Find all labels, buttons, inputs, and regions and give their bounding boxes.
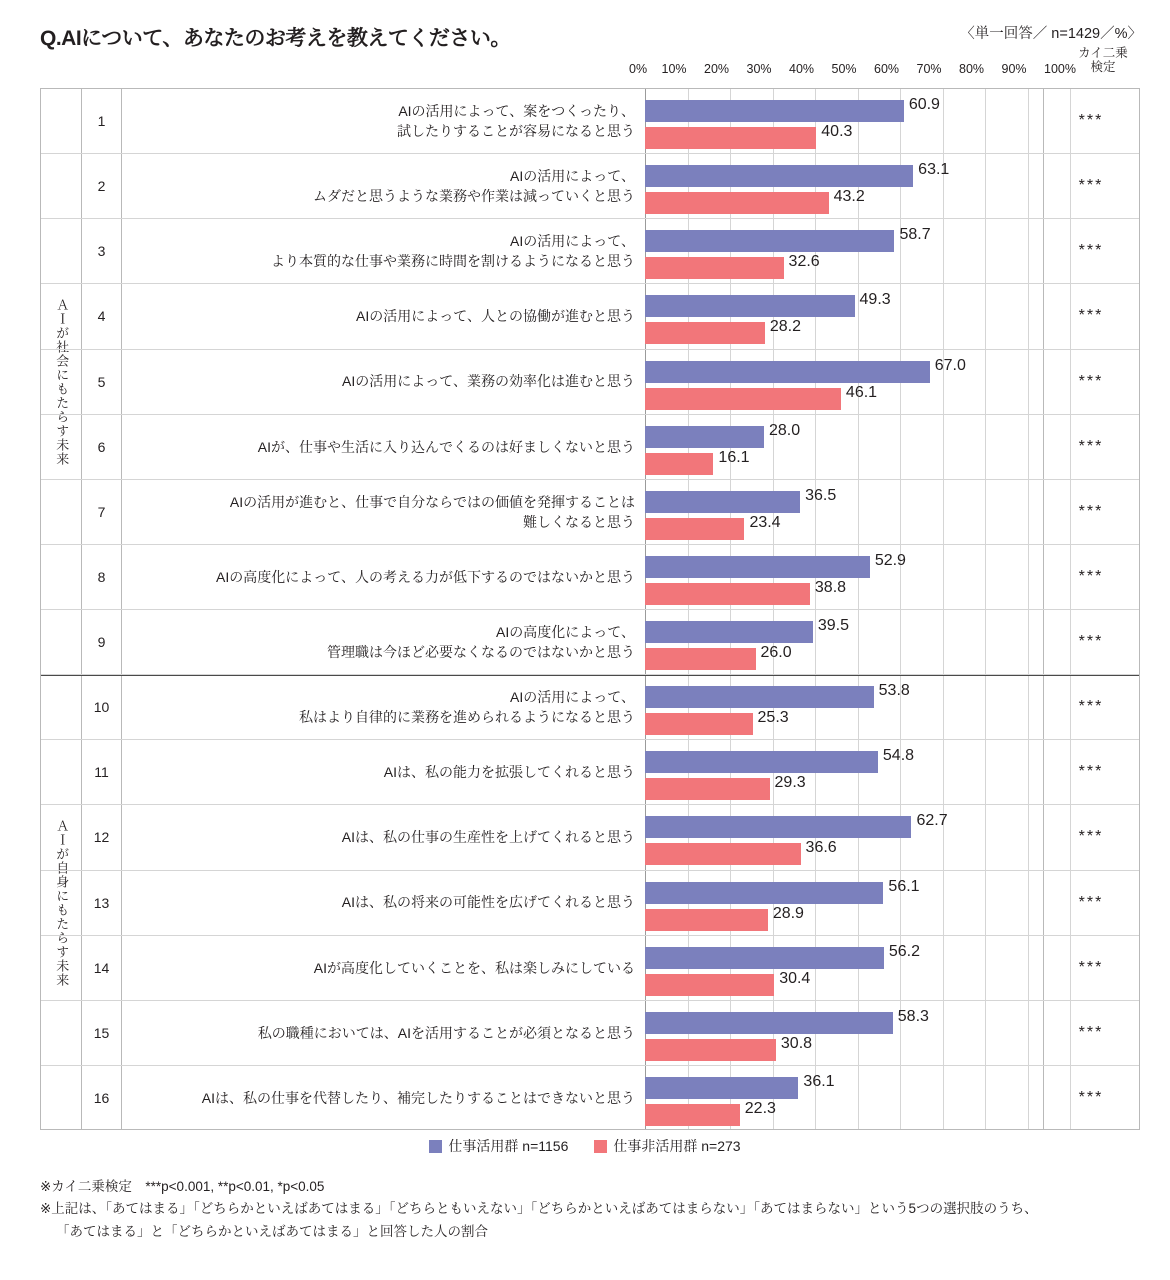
- bar-series-0: [645, 491, 800, 513]
- legend-item-0: [429, 1136, 568, 1156]
- bar-value-series-1: 28.9: [772, 904, 804, 922]
- x-tick-3: 30%: [746, 62, 772, 76]
- significance-marker: ***: [1078, 958, 1104, 976]
- bar-value-series-1: 46.1: [845, 383, 878, 401]
- bar-value-series-1: 28.2: [769, 318, 801, 336]
- group-label-text-0: ＡＩが社会にもたらす未来: [54, 298, 70, 467]
- row-statement: 私の職種においては、AIを活用することが必須となると思う: [257, 1024, 635, 1041]
- bar-series-1: [645, 127, 816, 149]
- bar-series-0: [645, 426, 764, 448]
- x-tick-10: 100%: [1044, 62, 1076, 76]
- row-statement: AIの活用によって、 ムダだと思うような業務や作業は減っていくと思う: [313, 167, 635, 205]
- row-statement: AIの活用が進むと、仕事で自分ならではの価値を発揮することは 難しくなると思う: [229, 493, 635, 530]
- bar-value-series-0: 53.8: [878, 682, 910, 700]
- significance-marker: ***: [1078, 242, 1104, 260]
- legend-item-1: [594, 1136, 740, 1156]
- row-statement: AIが、仕事や生活に入り込んでくるのは好ましくないと思う: [257, 438, 635, 455]
- bar-value-series-0: 67.0: [934, 356, 966, 374]
- row-statement: AIの高度化によって、人の考える力が低下するのではないかと思う: [216, 568, 635, 585]
- footnote-scale-line1: ※上記は、「あてはまる」「どちらかといえばあてはまる」「どちらともいえない」「どちらかといえばあてはまらない」「あてはまらない」という5つの選択肢のうち、: [40, 1201, 1038, 1217]
- x-tick-2: 20%: [704, 62, 730, 76]
- table-row: [41, 871, 1139, 936]
- x-tick-8: 80%: [959, 62, 985, 76]
- legend-label-0: 仕事活用群 n=1156: [448, 1138, 569, 1154]
- row-number: 4: [97, 308, 106, 325]
- table-row: [41, 610, 1139, 675]
- bar-value-series-1: 32.6: [788, 253, 820, 271]
- row-number: 7: [97, 503, 106, 520]
- row-statement: AIの活用によって、人との協働が進むと思う: [356, 308, 635, 325]
- row-number: 6: [97, 438, 106, 455]
- bar-series-0: [645, 100, 904, 122]
- chi-square-header-line1: カイ二乗: [1078, 46, 1128, 60]
- bar-series-0: [645, 295, 855, 317]
- row-statement: AIの活用によって、 私はより自律的に業務を進められるようになると思う: [299, 688, 635, 726]
- chart-legend: [0, 1136, 1170, 1156]
- row-number: 13: [93, 894, 110, 911]
- significance-marker: ***: [1078, 437, 1104, 455]
- x-tick-5: 50%: [831, 62, 857, 76]
- bar-series-0: [645, 361, 930, 383]
- bar-series-0: [645, 686, 874, 708]
- bar-series-0: [645, 556, 870, 578]
- footnote-scale-line2: 「あてはまる」と「どちらかといえばあてはまる」と回答した人の割合: [56, 1223, 488, 1239]
- bar-series-1: [645, 583, 810, 605]
- bar-series-0: [645, 165, 913, 187]
- bar-value-series-1: 40.3: [821, 123, 853, 140]
- bar-series-1: [645, 778, 770, 800]
- bar-value-series-0: 49.3: [859, 291, 891, 309]
- bar-value-series-0: 36.5: [805, 486, 837, 504]
- table-row: [41, 350, 1139, 415]
- significance-marker: ***: [1078, 828, 1104, 846]
- bar-series-1: [645, 843, 801, 865]
- bar-value-series-0: 62.7: [916, 812, 948, 830]
- row-number: 8: [97, 568, 106, 585]
- significance-marker: ***: [1078, 502, 1104, 520]
- bar-value-series-1: 16.1: [718, 448, 750, 466]
- row-statement: AIの活用によって、案をつくったり、 試したりすることが容易になると思う: [397, 102, 635, 140]
- bar-value-series-0: 52.9: [874, 551, 906, 569]
- bar-series-1: [645, 518, 744, 540]
- bar-value-series-1: 25.3: [757, 709, 789, 727]
- table-row: [41, 545, 1139, 610]
- significance-marker: ***: [1078, 1089, 1104, 1107]
- significance-marker: ***: [1078, 112, 1104, 130]
- x-tick-6: 60%: [874, 62, 900, 76]
- chi-square-header-line2: 検定: [1090, 60, 1116, 75]
- row-statement: AIは、私の将来の可能性を広げてくれると思う: [341, 894, 635, 911]
- significance-marker: ***: [1078, 372, 1104, 390]
- x-axis-tick-labels: [629, 62, 1076, 80]
- bar-value-series-0: 63.1: [918, 161, 950, 179]
- bar-series-1: [645, 1039, 776, 1061]
- legend-label-1: 仕事非活用群 n=273: [613, 1138, 741, 1154]
- bar-value-series-0: 58.3: [897, 1007, 929, 1025]
- row-statement: AIは、私の仕事の生産性を上げてくれると思う: [341, 829, 635, 846]
- row-number: 9: [97, 634, 106, 651]
- bar-value-series-0: 28.0: [769, 421, 801, 439]
- table-row: [41, 805, 1139, 870]
- row-number: 16: [93, 1090, 110, 1107]
- row-number: 1: [97, 113, 106, 130]
- footnotes: [40, 1176, 1038, 1243]
- x-tick-7: 70%: [916, 62, 942, 76]
- group-label-text-1: ＡＩが自身にもたらす未来: [54, 819, 70, 988]
- row-number: 2: [97, 178, 106, 195]
- x-tick-9: 90%: [1001, 62, 1027, 76]
- bar-value-series-0: 39.5: [817, 617, 850, 634]
- row-number: 12: [93, 829, 110, 846]
- legend-swatch-0: [429, 1140, 442, 1153]
- x-tick-1: 10%: [661, 62, 687, 76]
- bar-series-0: [645, 1077, 798, 1099]
- significance-marker: ***: [1078, 698, 1104, 716]
- bar-series-1: [645, 257, 784, 279]
- bar-value-series-1: 43.2: [833, 188, 865, 206]
- row-statement: AIは、私の能力を拡張してくれると思う: [383, 764, 635, 781]
- bar-value-series-0: 56.2: [888, 942, 920, 960]
- bar-series-0: [645, 751, 878, 773]
- table-row: [41, 1001, 1139, 1066]
- row-statement: AIの高度化によって、 管理職は今ほど必要なくなるのではないかと思う: [327, 623, 635, 661]
- table-row: [41, 415, 1139, 480]
- bar-series-0: [645, 1012, 893, 1034]
- response-note: 〈単一回答／ n=1429／%〉: [960, 26, 1142, 42]
- row-number: 5: [97, 373, 106, 390]
- bar-value-series-1: 30.4: [779, 969, 811, 987]
- bar-value-series-0: 56.1: [888, 877, 920, 895]
- bar-series-0: [645, 947, 884, 969]
- table-row: [41, 936, 1139, 1001]
- significance-marker: ***: [1078, 893, 1104, 911]
- table-row: [41, 154, 1139, 219]
- row-number: 10: [93, 699, 110, 716]
- bar-series-1: [645, 192, 829, 214]
- table-row: [41, 740, 1139, 805]
- significance-marker: ***: [1078, 633, 1104, 651]
- bar-value-series-1: 29.3: [774, 774, 806, 792]
- bar-series-0: [645, 816, 911, 838]
- row-statement: AIは、私の仕事を代替したり、補完したりすることはできないと思う: [201, 1090, 635, 1107]
- significance-marker: ***: [1078, 1023, 1104, 1041]
- bar-value-series-1: 30.8: [780, 1034, 813, 1052]
- row-statement: AIが高度化していくことを、私は楽しみにしている: [313, 959, 635, 976]
- x-tick-4: 40%: [789, 62, 815, 76]
- footnote-chi-square: ※カイ二乗検定 ***p<0.001, **p<0.01, *p<0.05: [40, 1179, 325, 1194]
- bar-series-1: [645, 713, 753, 735]
- bar-series-1: [645, 453, 713, 475]
- significance-marker: ***: [1078, 763, 1104, 781]
- row-number: 15: [93, 1024, 110, 1041]
- bar-value-series-0: 58.7: [899, 226, 931, 244]
- chart-frame: [40, 88, 1140, 1130]
- bar-value-series-0: 60.9: [908, 96, 940, 113]
- bar-series-1: [645, 909, 768, 931]
- bar-series-0: [645, 621, 813, 643]
- bar-value-series-1: 22.3: [744, 1099, 776, 1117]
- significance-marker: ***: [1078, 307, 1104, 325]
- row-statement: AIの活用によって、 より本質的な仕事や業務に時間を割けるようになると思う: [271, 233, 635, 270]
- chi-square-column-header: [1066, 46, 1140, 75]
- table-row: [41, 675, 1139, 740]
- bar-series-1: [645, 974, 774, 996]
- table-row: [41, 89, 1139, 154]
- bar-series-0: [645, 230, 894, 252]
- table-row: [41, 480, 1139, 545]
- page-title: Q.AIについて、あなたのお考えを教えてください。: [40, 27, 511, 50]
- bar-series-1: [645, 1104, 740, 1126]
- x-tick-0: 0%: [629, 62, 648, 76]
- row-statement: AIの活用によって、業務の効率化は進むと思う: [342, 373, 635, 390]
- bar-series-1: [645, 322, 765, 344]
- legend-swatch-1: [594, 1140, 607, 1153]
- bar-value-series-1: 38.8: [814, 578, 847, 596]
- table-row: [41, 219, 1139, 284]
- bar-series-0: [645, 882, 883, 904]
- row-number: 14: [93, 959, 110, 976]
- significance-marker: ***: [1078, 177, 1104, 195]
- row-number: 11: [94, 764, 109, 781]
- table-row: [41, 284, 1139, 349]
- bar-value-series-1: 23.4: [749, 513, 781, 531]
- bar-value-series-0: 54.8: [882, 747, 915, 765]
- row-number: 3: [97, 243, 106, 260]
- bar-value-series-1: 36.6: [805, 839, 837, 857]
- bar-series-1: [645, 648, 756, 670]
- bar-value-series-1: 26.0: [760, 644, 792, 661]
- bar-series-1: [645, 388, 841, 410]
- bar-value-series-0: 36.1: [803, 1072, 835, 1090]
- significance-marker: ***: [1078, 567, 1104, 585]
- table-row: [41, 1066, 1139, 1131]
